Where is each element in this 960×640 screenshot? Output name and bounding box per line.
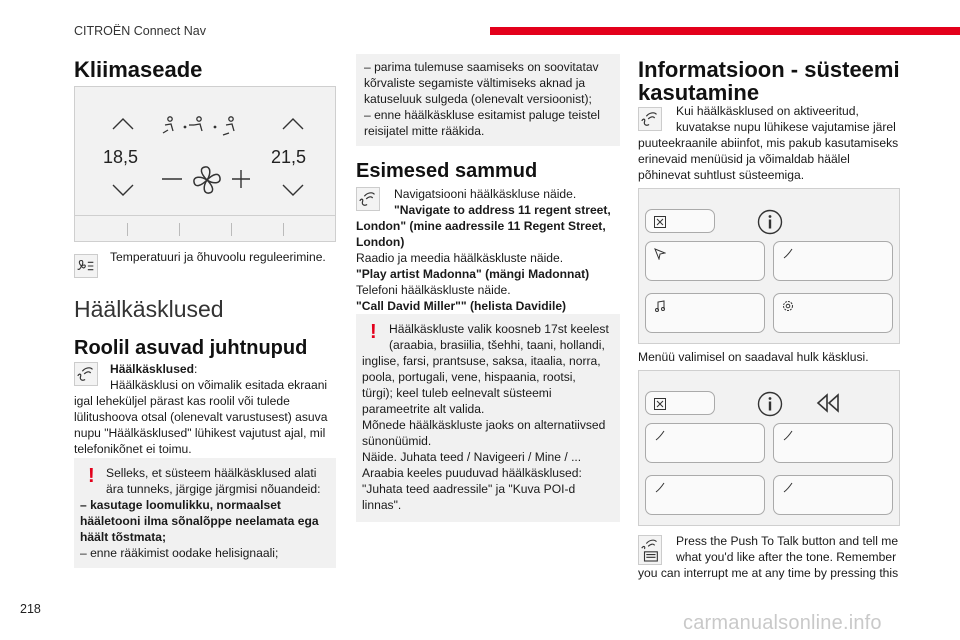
page-number: 218 bbox=[20, 602, 41, 616]
warning-line: hääletooni ilma sõnalõppe neelamata ega bbox=[80, 514, 319, 528]
voice-command-text-line: igal leheküljel pärast kas roolil või tulede bbox=[74, 394, 290, 408]
heading-climate: Kliimaseade bbox=[74, 57, 203, 82]
example-line: Raadio ja meedia häälkäskluste näide. bbox=[356, 251, 564, 265]
ptt-line: what you'd like after the tone. Remember bbox=[676, 550, 897, 564]
language-line: türgi); keel tuleb eelnevalt süsteemi bbox=[362, 386, 552, 400]
tips-line: – parima tulemuse saamiseks on soovitatav bbox=[364, 60, 599, 74]
ptt-line: Press the Push To Talk button and tell me bbox=[676, 534, 899, 548]
watermark: carmanualsonline.info bbox=[683, 612, 882, 634]
music-commands-button[interactable] bbox=[645, 293, 765, 333]
heading-info-line: kasutamine bbox=[638, 80, 760, 105]
climate-panel-illustration bbox=[74, 86, 336, 242]
air-distribution-icon bbox=[161, 115, 253, 137]
language-line: linnas". bbox=[362, 498, 402, 512]
phone-icon bbox=[782, 248, 794, 260]
example-line: "Play artist Madonna" (mängi Madonnat) bbox=[356, 267, 590, 281]
heading-info-line: Informatsioon - süsteemi bbox=[638, 57, 900, 82]
temp-right-value: 21,5 bbox=[271, 147, 307, 167]
language-line: poola, portugali, vene, hispaania, rootsi, bbox=[362, 370, 576, 384]
voice-help-screen-2 bbox=[638, 370, 900, 526]
example-line: "Call David Miller"" (helista Davidile) bbox=[356, 299, 567, 313]
command-button[interactable] bbox=[645, 423, 765, 463]
language-line: Mõnede häälkäskluste jaoks on alternatiivsed bbox=[362, 418, 606, 432]
warning-line: – enne rääkimist oodake helisignaali; bbox=[80, 546, 279, 560]
climate-caption: Temperatuuri ja õhuvoolu reguleerimine. bbox=[110, 250, 326, 264]
phone-commands-button[interactable] bbox=[773, 241, 893, 281]
warning-icon: ! bbox=[370, 321, 377, 343]
language-line: (araabia, brasiilia, tšehhi, taani, hollandi, bbox=[389, 338, 605, 352]
warning-icon: ! bbox=[88, 465, 95, 487]
panel-divider bbox=[75, 215, 335, 216]
warning-line: – kasutage loomulikku, normaalset bbox=[80, 498, 281, 512]
info-icon[interactable] bbox=[757, 391, 783, 417]
intro-line: kuvatakse nupu lühikese vajutamise järel bbox=[676, 120, 896, 134]
intro-line: Kui häälkäsklused on aktiveeritud, bbox=[676, 104, 859, 118]
navigation-icon bbox=[654, 248, 666, 260]
navigation-commands-button[interactable] bbox=[645, 241, 765, 281]
language-line: sünonüümid. bbox=[362, 434, 432, 448]
heading-steering-controls: Roolil asuvad juhtnupud bbox=[74, 337, 308, 359]
phone-icon bbox=[654, 430, 666, 442]
language-line: inglise, farsi, prantsuse, saksa, itaalia, norra, bbox=[362, 354, 601, 368]
example-line: "Navigate to address 11 regent street, bbox=[394, 203, 611, 217]
running-header: CITROËN Connect Nav bbox=[74, 24, 206, 38]
command-button[interactable] bbox=[773, 475, 893, 515]
voice-command-icon bbox=[74, 362, 98, 386]
fan-decrease-icon bbox=[161, 177, 183, 181]
command-button[interactable] bbox=[645, 475, 765, 515]
voice-command-icon bbox=[638, 107, 662, 131]
heading-voice-commands: Häälkäsklused bbox=[74, 296, 224, 322]
voice-command-label-line: Häälkäsklused: bbox=[110, 362, 198, 376]
warning-line: ära tunneks, järgige järgmisi nõuandeid: bbox=[106, 482, 321, 496]
language-line: parameetrite alt valida. bbox=[362, 402, 485, 416]
close-button[interactable] bbox=[645, 209, 715, 233]
phone-icon bbox=[782, 430, 794, 442]
phone-icon bbox=[782, 482, 794, 494]
voice-help-screen-1 bbox=[638, 188, 900, 344]
panel-tick bbox=[231, 223, 232, 236]
close-button[interactable] bbox=[645, 391, 715, 415]
voice-command-text-line: Häälkäsklusi on võimalik esitada ekraani bbox=[110, 378, 328, 392]
temp-up-right-icon bbox=[281, 117, 305, 131]
tips-line: katuseluuk sulgeda (olenevalt versioonist); bbox=[364, 92, 592, 106]
fan-icon bbox=[74, 254, 98, 278]
panel-tick bbox=[179, 223, 180, 236]
menu-caption: Menüü valimisel on saadaval hulk käsklusi. bbox=[638, 350, 869, 364]
back-icon[interactable] bbox=[815, 393, 841, 413]
tips-line: reisijatel mitte rääkida. bbox=[364, 124, 485, 138]
settings-icon bbox=[782, 300, 794, 312]
fan-icon bbox=[191, 164, 223, 196]
example-line: London) bbox=[356, 235, 405, 249]
header-accent-bar bbox=[490, 27, 960, 35]
voice-command-text-line: lülitushoova otsal (olenevalt varustusest) asuva bbox=[74, 410, 328, 424]
example-line: Navigatsiooni häälkäskluse näide. bbox=[394, 187, 577, 201]
music-icon bbox=[654, 300, 666, 312]
command-button[interactable] bbox=[773, 423, 893, 463]
close-icon bbox=[654, 398, 666, 410]
close-icon bbox=[654, 216, 666, 228]
push-to-talk-icon bbox=[638, 535, 662, 565]
temp-left-value: 18,5 bbox=[103, 147, 139, 167]
example-line: London" (mine aadressile 11 Regent Street, bbox=[356, 219, 606, 233]
example-line: Telefoni häälkäskluste näide. bbox=[356, 283, 511, 297]
voice-command-text-line: nupu "Häälkäsklused" lühikest vajutust ajal, mil bbox=[74, 426, 326, 440]
temp-down-right-icon bbox=[281, 183, 305, 197]
panel-tick bbox=[127, 223, 128, 236]
fan-increase-icon bbox=[231, 169, 251, 189]
heading-first-steps: Esimesed sammud bbox=[356, 160, 538, 182]
intro-line: põhinevat suhtlust süsteemiga. bbox=[638, 168, 805, 182]
warning-line: Selleks, et süsteem häälkäsklused alati bbox=[106, 466, 317, 480]
info-icon[interactable] bbox=[757, 209, 783, 235]
language-line: Araabia keeles puuduvad häälkäsklused: bbox=[362, 466, 582, 480]
language-line: Häälkäskluste valik koosneb 17st keelest bbox=[389, 322, 609, 336]
phone-icon bbox=[654, 482, 666, 494]
temp-up-left-icon bbox=[111, 117, 135, 131]
ptt-line: you can interrupt me at any time by pressing this bbox=[638, 566, 899, 580]
intro-line: puuteekraanile abiinfot, mis pakub kasutamiseks bbox=[638, 136, 899, 150]
warning-line: häält tõstmata; bbox=[80, 530, 167, 544]
intro-line: erinevaid menüüsid ja võimaldab häälel bbox=[638, 152, 850, 166]
panel-tick bbox=[283, 223, 284, 236]
language-line: Näide. Juhata teed / Navigeeri / Mine / ... bbox=[362, 450, 582, 464]
voice-command-text-line: telefonikõnet ei toimu. bbox=[74, 442, 192, 456]
tips-line: kõrvaliste segamiste vältimiseks aknad ja bbox=[364, 76, 586, 90]
temp-down-left-icon bbox=[111, 183, 135, 197]
language-line: "Juhata teed aadressile" ja "Kuva POI-d bbox=[362, 482, 576, 496]
settings-commands-button[interactable] bbox=[773, 293, 893, 333]
tips-line: – enne häälkäskluse esitamist paluge teistel bbox=[364, 108, 600, 122]
voice-command-icon bbox=[356, 187, 380, 211]
